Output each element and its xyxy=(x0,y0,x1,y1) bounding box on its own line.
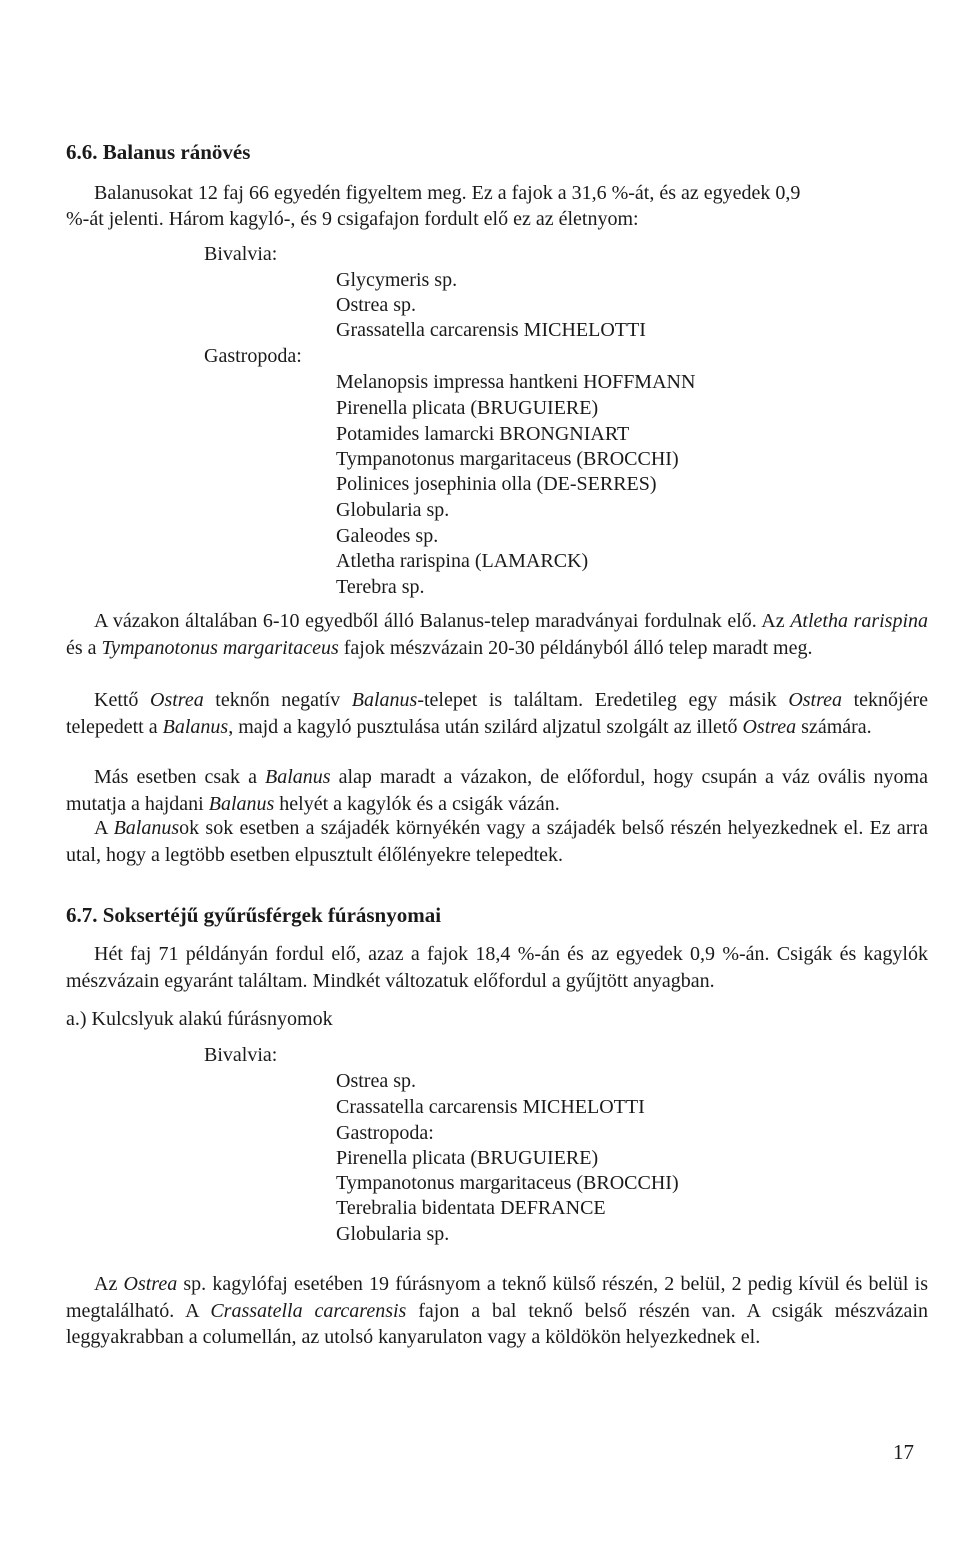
gastropoda-item: Tympanotonus margaritaceus (BROCCHI) xyxy=(336,448,679,470)
gastropoda-item: Terebra sp. xyxy=(336,576,425,598)
paragraph-section-6-7-intro: Hét faj 71 példányán fordul elő, azaz a fajok 18,4 %-án és az egyedek 0,9 %-án. Csigák és kagylók mészvázain egyaránt találtam. Mindkét változatuk előfordul a gyűjtött anyagban. xyxy=(66,943,928,992)
section-6-6-heading: 6.6. Balanus ránövés xyxy=(66,140,251,164)
section-6-7-heading: 6.7. Soksertéjű gyűrűsférgek fúrásnyomai xyxy=(66,903,442,927)
gastropoda-item: Globularia sp. xyxy=(336,499,450,521)
species-item: Pirenella plicata (BRUGUIERE) xyxy=(336,1147,599,1169)
species-item: Terebralia bidentata DEFRANCE xyxy=(336,1197,606,1219)
bivalvia-item: Ostrea sp. xyxy=(336,294,416,316)
paragraph-base-traces: Más esetben csak a Balanus alap maradt a vázakon, de előfordul, hogy csupán a váz ovális nyoma mutatja a hajdani Balanus helyét a kagylók és a csigák vázán. xyxy=(66,766,928,815)
gastropoda-item: Polinices josephinia olla (DE-SERRES) xyxy=(336,473,657,495)
bivalvia-item: Grassatella carcarensis MICHELOTTI xyxy=(336,319,646,341)
bivalvia-label: Bivalvia: xyxy=(204,243,278,265)
gastropoda-item: Potamides lamarcki BRONGNIART xyxy=(336,423,630,445)
species-item: Globularia sp. xyxy=(336,1223,450,1245)
intro-line-2: %-át jelenti. Három kagyló-, és 9 csigafajon fordult elő ez az életnyom: xyxy=(66,208,639,230)
bivalvia-label-2: Bivalvia: xyxy=(204,1044,278,1066)
gastropoda-item: Galeodes sp. xyxy=(336,525,439,547)
paragraph-borings: Az Ostrea sp. kagylófaj esetében 19 fúrásnyom a teknő külső részén, 2 belül, 2 pedig kívül és belül is megtalálható. A Crassatella carcarensis fajon a bal teknő belső részén van. A csigák mészvázain leggyakrabban a columellán, az utolsó kanyarulaton vagy a köldökön helyezkednek el. xyxy=(66,1273,928,1348)
paragraph-negative-colony: Kettő Ostrea teknőn negatív Balanus-telepet is találtam. Eredetileg egy másik Ostrea teknőjére telepedett a Balanus, majd a kagyló pusztulása után szilárd aljzatul szolgált az illető Ostrea számára. xyxy=(66,689,928,738)
page-number: 17 xyxy=(893,1440,914,1464)
species-item: Ostrea sp. xyxy=(336,1070,416,1092)
paragraph-colonies: A vázakon általában 6-10 egyedből álló Balanus-telep maradványai fordulnak elő. Az Atletha rarispina és a Tympanotonus margaritaceus fajok mészvázain 20-30 példányból álló telep maradt meg. xyxy=(66,610,928,659)
subsection-a-heading: a.) Kulcslyuk alakú fúrásnyomok xyxy=(66,1008,333,1030)
species-item: Gastropoda: xyxy=(336,1122,434,1144)
species-item: Crassatella carcarensis MICHELOTTI xyxy=(336,1096,645,1118)
gastropoda-item: Pirenella plicata (BRUGUIERE) xyxy=(336,397,599,419)
intro-line-1: Balanusokat 12 faj 66 egyedén figyeltem meg. Ez a fajok a 31,6 %-át, és az egyedek 0,9 xyxy=(94,182,801,204)
bivalvia-item: Glycymeris sp. xyxy=(336,269,458,291)
paragraph-aperture: A Balanusok sok esetben a szájadék környékén vagy a szájadék belső részén helyezkednek el. Ez arra utal, hogy a legtöbb esetben elpusztult élőlényekre telepedtek. xyxy=(66,817,928,866)
gastropoda-item: Atletha rarispina (LAMARCK) xyxy=(336,550,589,572)
species-item: Tympanotonus margaritaceus (BROCCHI) xyxy=(336,1172,679,1194)
gastropoda-label: Gastropoda: xyxy=(204,345,302,367)
gastropoda-item: Melanopsis impressa hantkeni HOFFMANN xyxy=(336,371,696,393)
